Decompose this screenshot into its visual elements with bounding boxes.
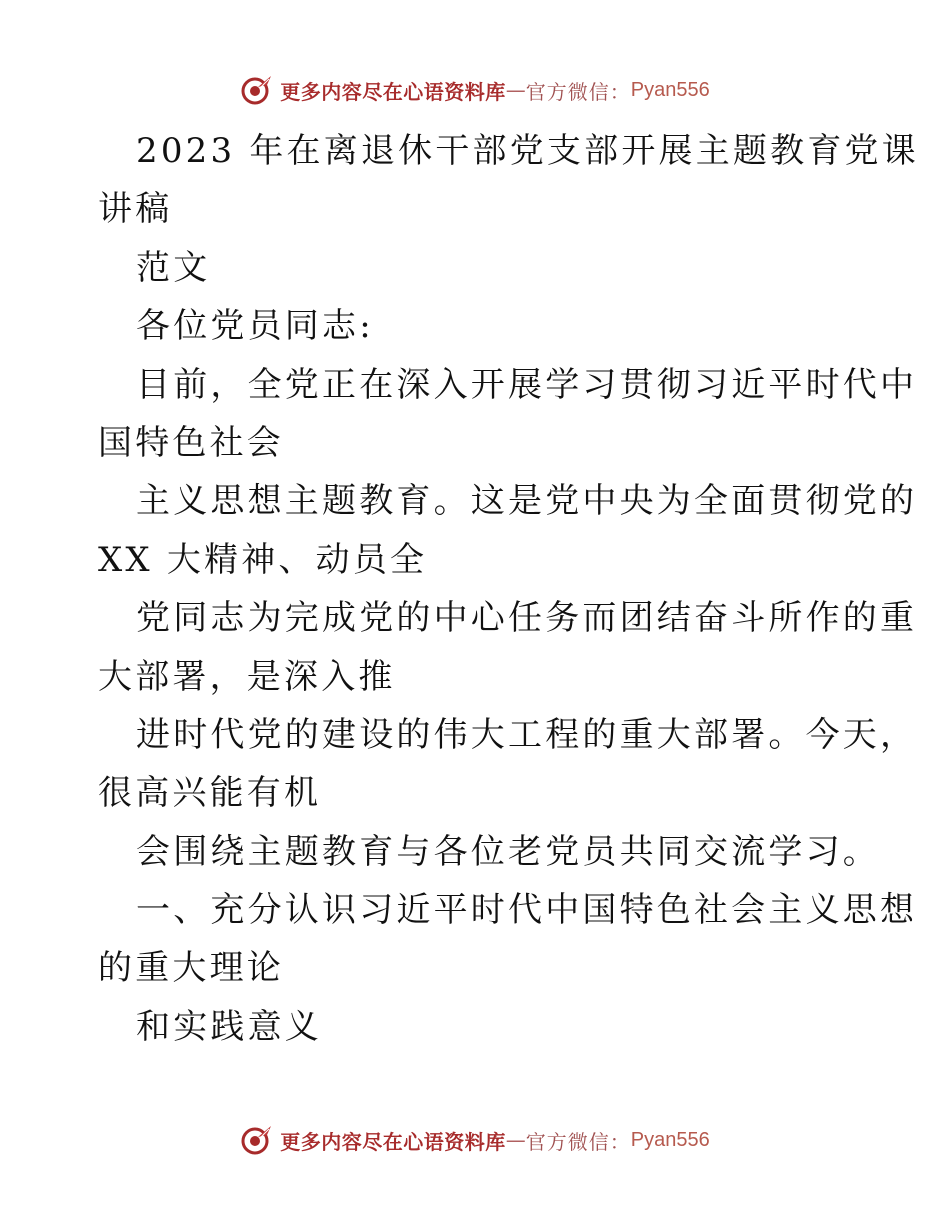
doc-title-line-1: 2023 年在离退休干部党支部开展主题教育党课	[136, 131, 919, 171]
doc-text-line: 目前，全党正在深入开展学习贯彻习近平时代中	[136, 364, 918, 405]
doc-text-line: 很高兴能有机	[98, 773, 322, 814]
wechat-label: 官方微信：	[525, 1129, 631, 1154]
doc-text-line: 进时代党的建设的伟大工程的重大部署。今天，	[136, 714, 918, 755]
doc-text-line: 国特色社会	[98, 422, 284, 463]
wechat-label: 官方微信：	[525, 79, 631, 104]
doc-section-heading: 的重大理论	[98, 948, 284, 989]
site-name: 更多内容尽在心语资料库	[280, 1129, 506, 1154]
site-name: 更多内容尽在心语资料库	[280, 79, 506, 104]
document-body	[98, 122, 919, 1056]
wechat-id: Pyan556	[630, 78, 710, 101]
doc-text-line: 主义思想主题教育。这是党中央为全面贯彻党的	[136, 481, 918, 522]
quill-logo-icon	[240, 1123, 274, 1157]
doc-section-heading: 和实践意义	[136, 1006, 322, 1047]
doc-subtitle: 范文	[136, 247, 211, 288]
doc-title-line-2: 讲稿	[98, 189, 173, 230]
doc-text-line: 党同志为完成党的中心任务而团结奋斗所作的重	[136, 598, 918, 639]
doc-text-line: 会围绕主题教育与各位老党员共同交流学习。	[136, 831, 880, 872]
banner-separator: —	[505, 1128, 526, 1152]
doc-section-heading: 一、充分认识习近平时代中国特色社会主义思想	[136, 890, 918, 931]
quill-logo-icon	[240, 73, 274, 107]
wechat-id: Pyan556	[630, 1128, 710, 1151]
banner-separator: —	[505, 78, 526, 102]
footer-watermark-banner	[0, 1120, 950, 1160]
doc-text-line: XX 大精神、动员全	[98, 539, 428, 580]
header-watermark-banner	[0, 70, 950, 110]
doc-text-line: 大部署，是深入推	[98, 656, 396, 697]
doc-salutation: 各位党员同志:	[136, 306, 374, 347]
